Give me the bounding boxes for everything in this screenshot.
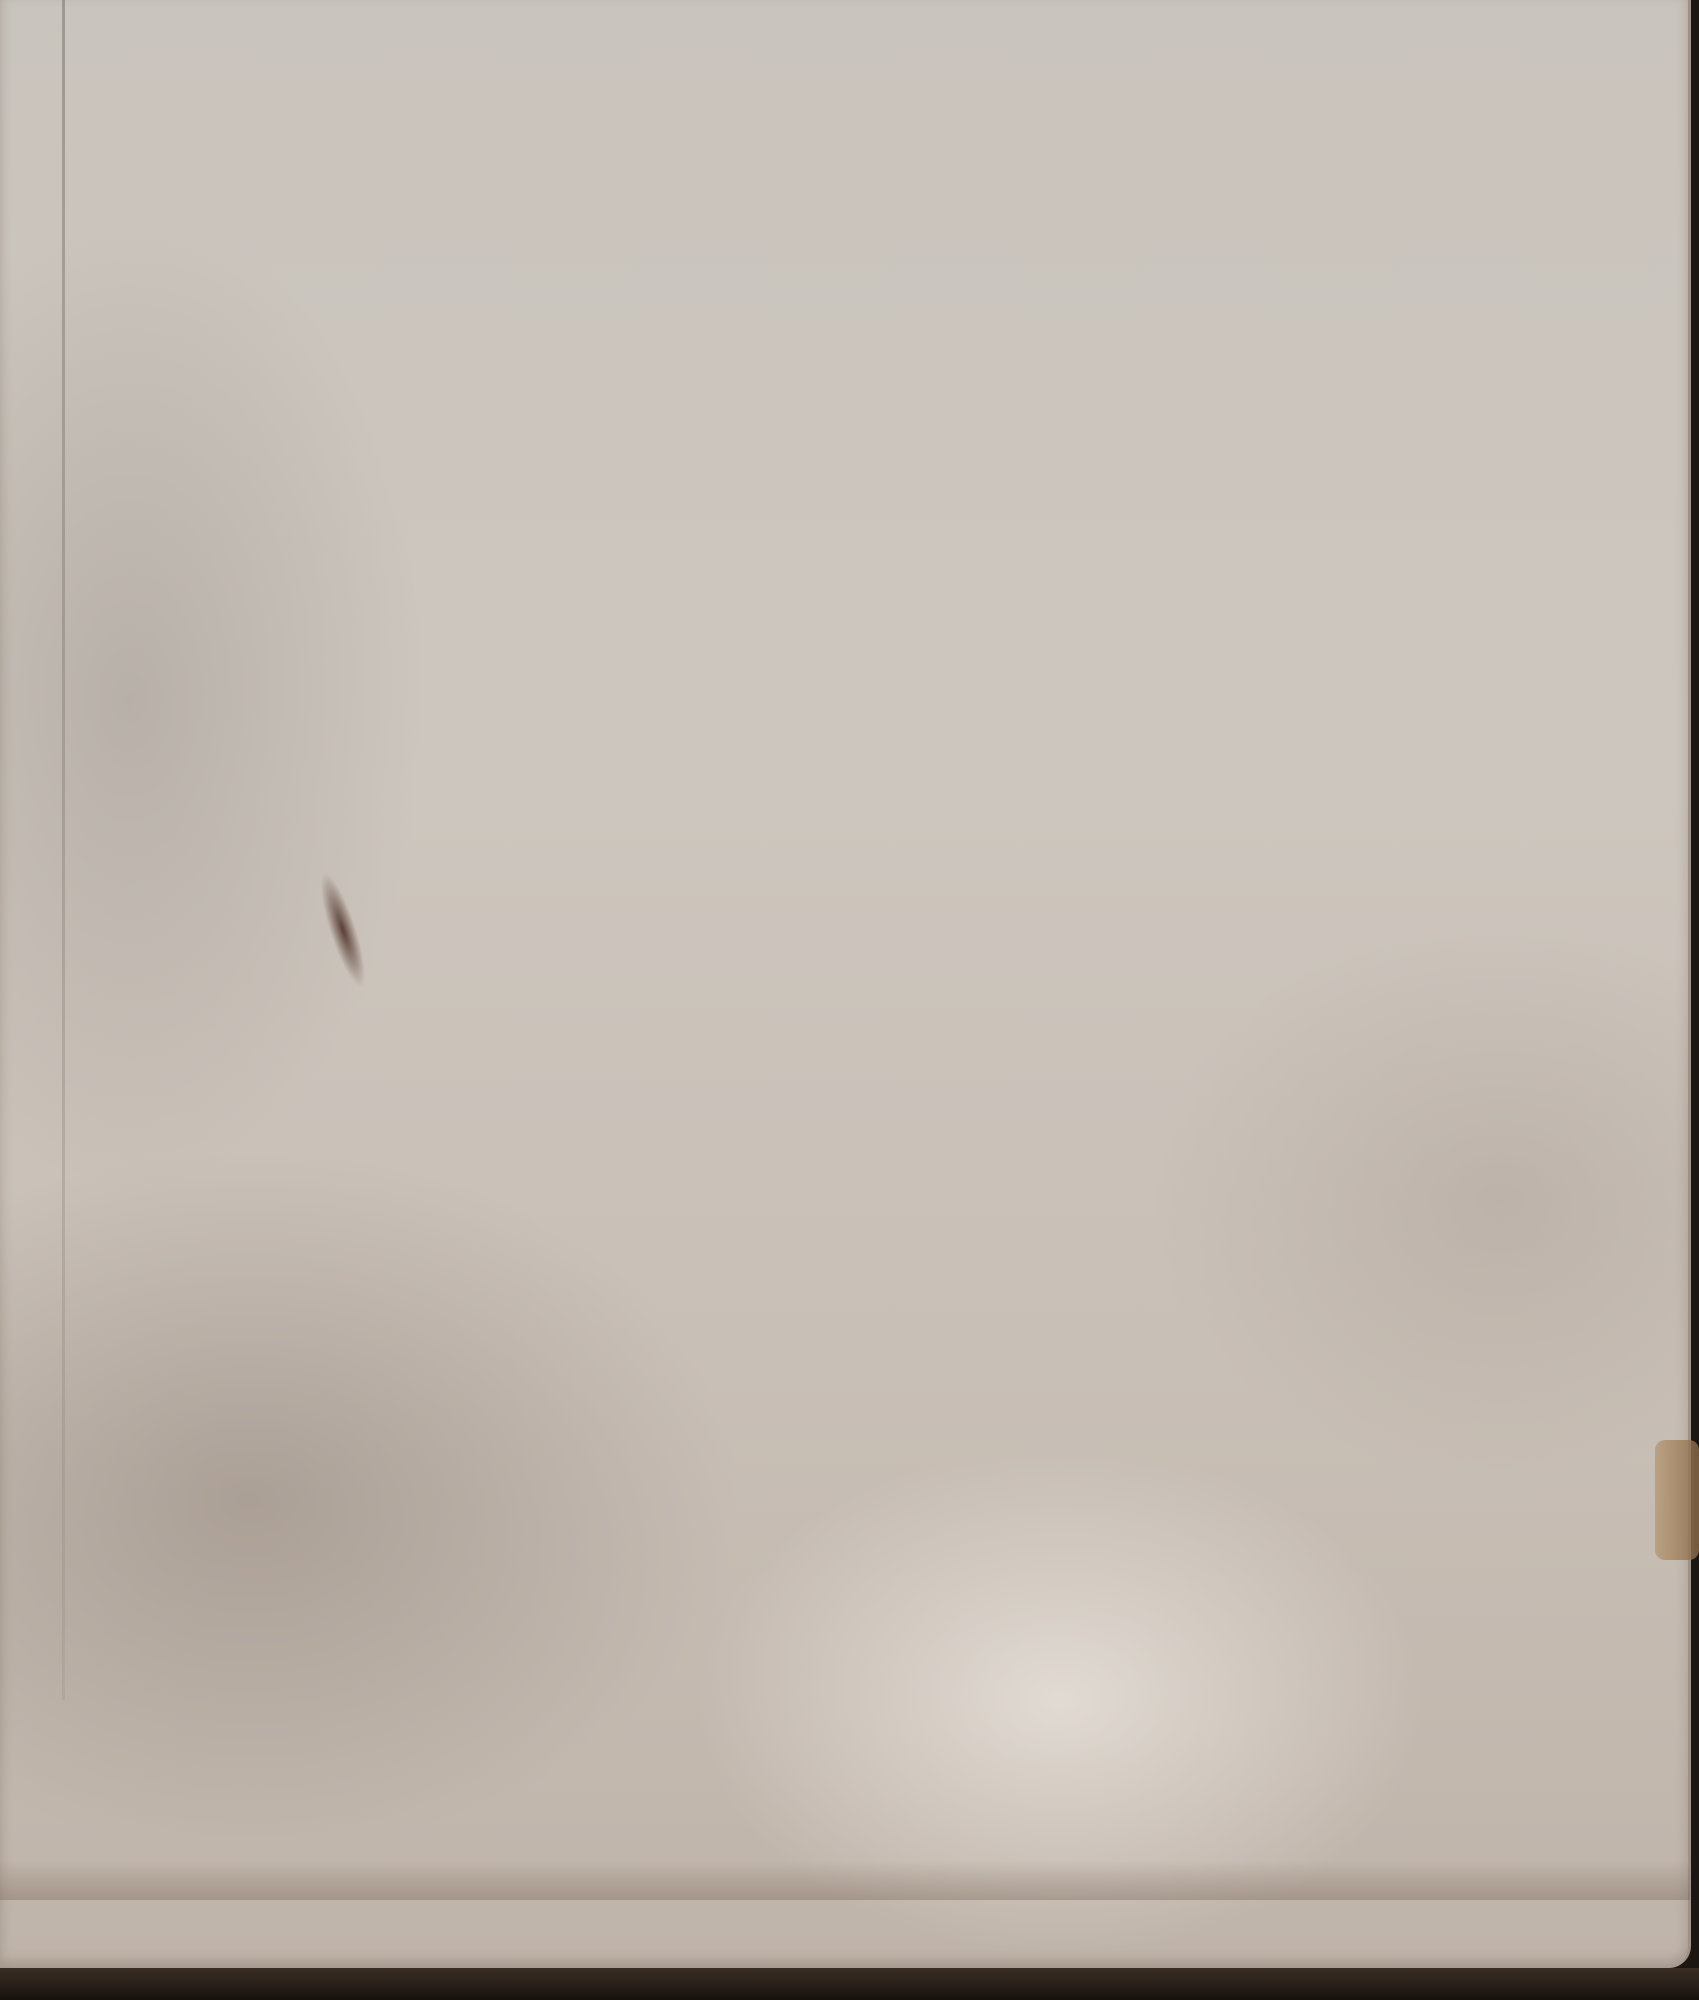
imprint xyxy=(446,1440,1592,1560)
top-fragment-line xyxy=(446,0,1592,26)
fold-crease xyxy=(62,0,65,1700)
binding-tape xyxy=(1655,1440,1699,1560)
table-shadow xyxy=(0,1968,1699,2000)
imprint-line-2 xyxy=(446,1500,1592,1560)
ink-stain xyxy=(312,869,374,991)
page-edge-wear xyxy=(0,1860,1690,1900)
imprint-line-1 xyxy=(446,1440,1592,1500)
